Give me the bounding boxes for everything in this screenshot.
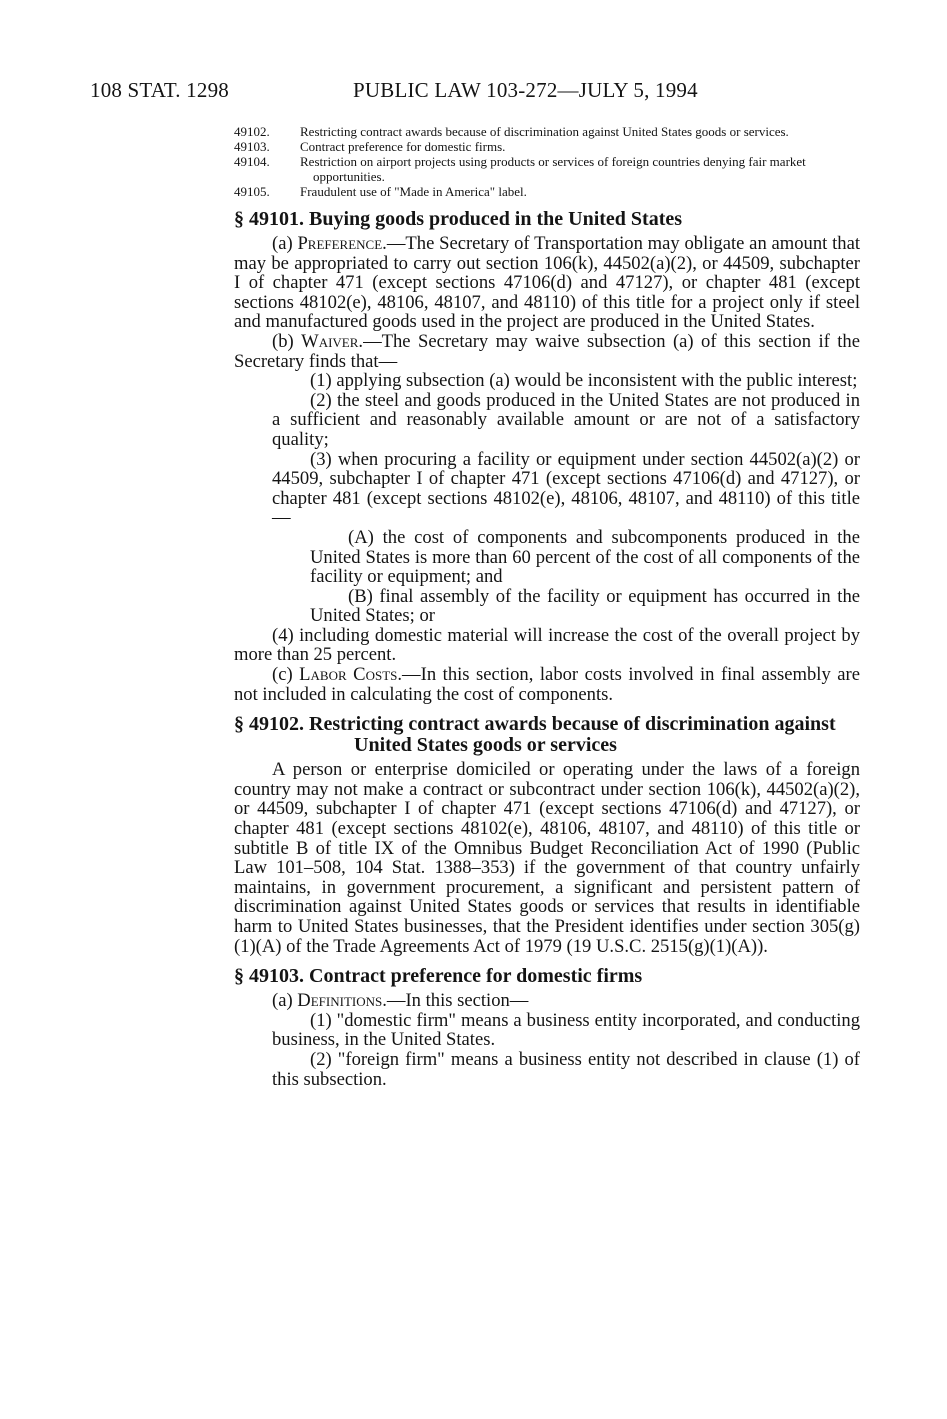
toc-entry-title: Fraudulent use of "Made in America" label.	[300, 184, 527, 199]
subsection-c-labor-costs: (c) Labor Costs.—In this section, labor costs involved in final assembly are not included in calculating the cost of components.	[234, 664, 860, 705]
toc-entry-number: 49104.	[234, 154, 270, 169]
section-49102-heading: § 49102. Restricting contract awards because of discrimination against United States goods or services	[234, 713, 836, 757]
section-49102-text: A person or enterprise domiciled or operating under the laws of a foreign country may not make a contract or subcontract under section 106(k), 44502(a)(2), or 44509, subchapter I of chapter 471 (except sections 47106(d) and 47127), or chapter 481 (except sections 48102(e), 48106, 48107, and 48110) of this title or subtitle B of title IX of the Omnibus Budget Reconciliation Act of 1990 (Public Law 101–508, 104 Stat. 1388–353) if the government of that country unfairly maintains, in government procurement, a significant and persistent pattern of discrimination against United States goods or services that results in identifiable harm to United States businesses, that the President identifies under section 305(g)(1)(A) of the Trade Agreements Act of 1979 (19 U.S.C. 2515(g)(1)(A)).	[234, 759, 860, 957]
subparagraph-b3b: (B) final assembly of the facility or equipment has occurred in the United States; or	[310, 585, 860, 627]
subsection-caption: Labor Costs.	[299, 664, 403, 686]
section-49103-heading: § 49103. Contract preference for domestic firms	[234, 965, 643, 988]
toc-entry-number: 49105.	[234, 184, 270, 199]
paragraph-b3: (3) when procuring a facility or equipment under section 44502(a)(2) or 44509, subchapter I of chapter 471 (except sections 47106(d) and 47127), or chapter 481 (except sections 48102(e), 48106, 48107, and 48110) of this title—	[272, 448, 860, 529]
section-49101-heading: § 49101. Buying goods produced in the United States	[234, 208, 683, 230]
toc-entry-title: Restricting contract awards because of discrimination against United States goods or services.	[300, 124, 789, 139]
toc-entry	[234, 184, 860, 199]
toc-entry-number: 49103.	[234, 139, 270, 154]
paragraph-b2: (2) the steel and goods produced in the United States are not produced in a sufficient and reasonably available amount or are not of a satisfactory quality;	[272, 389, 860, 450]
subsection-caption: Definitions.	[297, 990, 387, 1012]
subsection-caption: Waiver.	[301, 330, 364, 352]
page-body	[234, 124, 860, 1089]
toc-entry	[234, 154, 860, 184]
toc-entry	[234, 139, 860, 154]
toc-entry	[234, 124, 860, 139]
section-table-of-contents	[234, 124, 860, 199]
definition-foreign-firm: (2) "foreign firm" means a business entity not described in clause (1) of this subsection.	[272, 1048, 860, 1090]
subsection-caption: Preference.	[297, 233, 387, 254]
paragraph-b1: (1) applying subsection (a) would be inconsistent with the public interest;	[310, 370, 858, 392]
subparagraph-b3a: (A) the cost of components and subcomponents produced in the United States is more than 60 percent of the cost of all components of the facility or equipment; and	[310, 526, 860, 588]
subsection-b-waiver: (b) Waiver.—The Secretary may waive subsection (a) of this section if the Secretary finds that—	[234, 330, 860, 372]
stat-page-reference: 108 STAT. 1298	[90, 78, 229, 102]
toc-entry-number: 49102.	[234, 124, 270, 139]
paragraph-b4: (4) including domestic material will increase the cost of the overall project by more than 25 percent.	[234, 624, 860, 666]
subsection-a-preference: (a) Preference.—The Secretary of Transportation may obligate an amount that may be appropriated to carry out section 106(k), 44502(a)(2), or 44509, subchapter I of chapter 471 (except sections 47106(d) and 47127), or chapter 481 (except sections 48102(e), 48106, 48107, and 48110) of this title for a project only if steel and manufactured goods used in the project are produced in the United States.	[234, 233, 860, 333]
definition-domestic-firm: (1) "domestic firm" means a business entity incorporated, and conducting business, in the United States.	[272, 1009, 860, 1051]
toc-entry-title: Contract preference for domestic firms.	[300, 139, 506, 154]
public-law-title: PUBLIC LAW 103-272—JULY 5, 1994	[353, 78, 698, 102]
subsection-a-definitions: (a) Definitions.—In this section—	[272, 990, 529, 1012]
toc-entry-title: Restriction on airport projects using products or services of foreign countries denying fair market opportunities.	[300, 154, 806, 184]
